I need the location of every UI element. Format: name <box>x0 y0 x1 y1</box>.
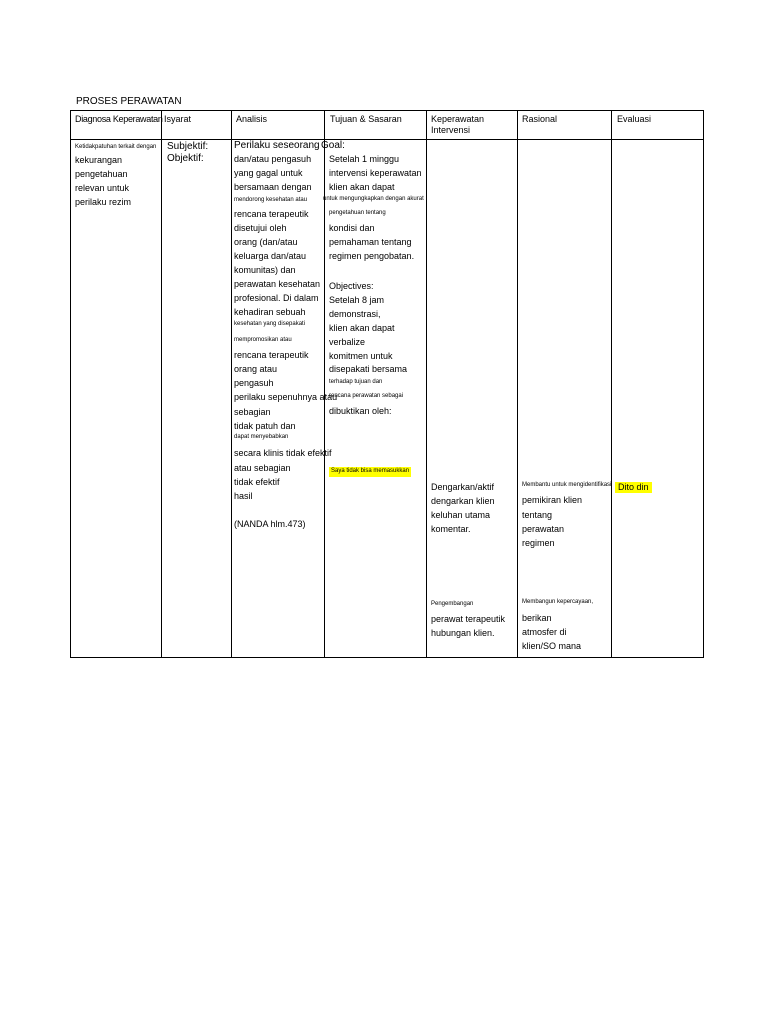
analisis-line: orang (dan/atau <box>234 237 298 247</box>
analisis-line: rencana terapeutik <box>234 350 309 360</box>
tujuan-line: pemahaman tentang <box>329 237 412 247</box>
tujuan-line: Setelah 8 jam <box>329 295 385 305</box>
tujuan-line: Objectives: <box>329 281 374 291</box>
care-plan-table <box>70 110 704 658</box>
header-intervensi-2: Intervensi <box>431 125 471 135</box>
tujuan-line: regimen pengobatan. <box>329 251 415 261</box>
intervensi-line: perawat terapeutik <box>431 614 506 624</box>
tujuan-line: dibuktikan oleh: <box>329 406 392 416</box>
analisis-line: Perilaku seseorang <box>234 140 320 151</box>
analisis-line: perawatan kesehatan <box>234 279 321 289</box>
rasional-line: tentang <box>522 510 553 520</box>
analisis-line: sebagian <box>234 407 271 417</box>
analisis-line: hasil <box>234 491 253 501</box>
column-divider <box>611 111 612 657</box>
header-diagnosa: Diagnosa Keperawatan <box>75 114 163 124</box>
header-intervensi-1: Keperawatan <box>431 114 485 124</box>
analisis-line: komunitas) dan <box>234 265 296 275</box>
tujuan-line: Setelah 1 minggu <box>329 154 400 164</box>
analisis-line: dan/atau pengasuh <box>234 154 312 164</box>
diagnosa-line: perilaku rezim <box>75 197 132 207</box>
rasional-line: perawatan <box>522 524 565 534</box>
intervensi-line: Pengembangan <box>431 601 474 607</box>
analisis-line: keluarga dan/atau <box>234 251 307 261</box>
rasional-line: pemikiran klien <box>522 495 583 505</box>
analisis-line: kesehatan yang disepakati <box>234 321 306 327</box>
rasional-line: klien/SO mana <box>522 641 582 651</box>
analisis-line: (NANDA hlm.473) <box>234 519 306 529</box>
analisis-line: dapat menyebabkan <box>234 434 289 440</box>
evaluasi-highlight: Dito din <box>615 482 652 493</box>
analisis-line: secara klinis tidak efektif <box>234 448 332 458</box>
analisis-line: bersamaan dengan <box>234 182 312 192</box>
intervensi-line: komentar. <box>431 524 471 534</box>
tujuan-line: disepakati bersama <box>329 364 408 374</box>
header-isyarat: Isyarat <box>164 114 192 124</box>
column-divider <box>231 111 232 657</box>
tujuan-line: demonstrasi, <box>329 309 381 319</box>
diagnosa-line: pengetahuan <box>75 169 128 179</box>
column-divider <box>426 111 427 657</box>
diagnosa-line: kekurangan <box>75 155 123 165</box>
analisis-line: profesional. Di dalam <box>234 293 319 303</box>
intervensi-line: keluhan utama <box>431 510 491 520</box>
header-evaluasi: Evaluasi <box>617 114 652 124</box>
header-analisis: Analisis <box>236 114 268 124</box>
page-title: PROSES PERAWATAN <box>76 96 182 107</box>
analisis-line: rencana terapeutik <box>234 209 309 219</box>
analisis-line: perilaku sepenuhnya atau <box>234 392 338 402</box>
column-divider <box>517 111 518 657</box>
tujuan-line: pengetahuan tentang <box>329 210 386 216</box>
rasional-line: Membangun kepercayaan, <box>522 599 594 605</box>
tujuan-line: rencana perawatan sebagai <box>329 393 404 399</box>
analisis-line: kehadiran sebuah <box>234 307 306 317</box>
tujuan-line: kondisi dan <box>329 223 375 233</box>
tujuan-line: Goal: <box>321 140 345 151</box>
rasional-line: Membantu untuk mengidentifikasi <box>522 482 612 488</box>
tujuan-highlight: Saya tidak bisa memasukkan <box>329 467 411 477</box>
analisis-line: yang gagal untuk <box>234 168 303 178</box>
analisis-line: orang atau <box>234 364 278 374</box>
tujuan-line: untuk mengungkapkan dengan akurat <box>323 196 424 202</box>
intervensi-line: Dengarkan/aktif <box>431 482 495 492</box>
analisis-line: disetujui oleh <box>234 223 287 233</box>
rasional-line: berikan <box>522 613 552 623</box>
header-rasional: Rasional <box>522 114 558 124</box>
isyarat-subjektif: Subjektif: <box>167 141 209 152</box>
rasional-line: atmosfer di <box>522 627 567 637</box>
analisis-line: pengasuh <box>234 378 274 388</box>
intervensi-line: hubungan klien. <box>431 628 495 638</box>
analisis-line: tidak patuh dan <box>234 421 296 431</box>
header-divider <box>71 139 703 140</box>
intervensi-line: dengarkan klien <box>431 496 495 506</box>
analisis-line: mendorong kesehatan atau <box>234 197 308 203</box>
column-divider <box>324 111 325 657</box>
tujuan-line: terhadap tujuan dan <box>329 379 383 385</box>
isyarat-objektif: Objektif: <box>167 153 204 164</box>
diagnosa-line: relevan untuk <box>75 183 130 193</box>
tujuan-line: verbalize <box>329 337 366 347</box>
tujuan-line: klien akan dapat <box>329 182 395 192</box>
rasional-line: regimen <box>522 538 555 548</box>
header-tujuan: Tujuan & Sasaran <box>330 114 402 124</box>
tujuan-line: komitmen untuk <box>329 351 393 361</box>
analisis-line: tidak efektif <box>234 477 280 487</box>
tujuan-line: klien akan dapat <box>329 323 395 333</box>
analisis-line: mempromosikan atau <box>234 337 292 343</box>
tujuan-line: intervensi keperawatan <box>329 168 422 178</box>
analisis-line: atau sebagian <box>234 463 291 473</box>
diagnosa-small: Ketidakpatuhan terkait dengan <box>75 144 157 150</box>
column-divider <box>161 111 162 657</box>
